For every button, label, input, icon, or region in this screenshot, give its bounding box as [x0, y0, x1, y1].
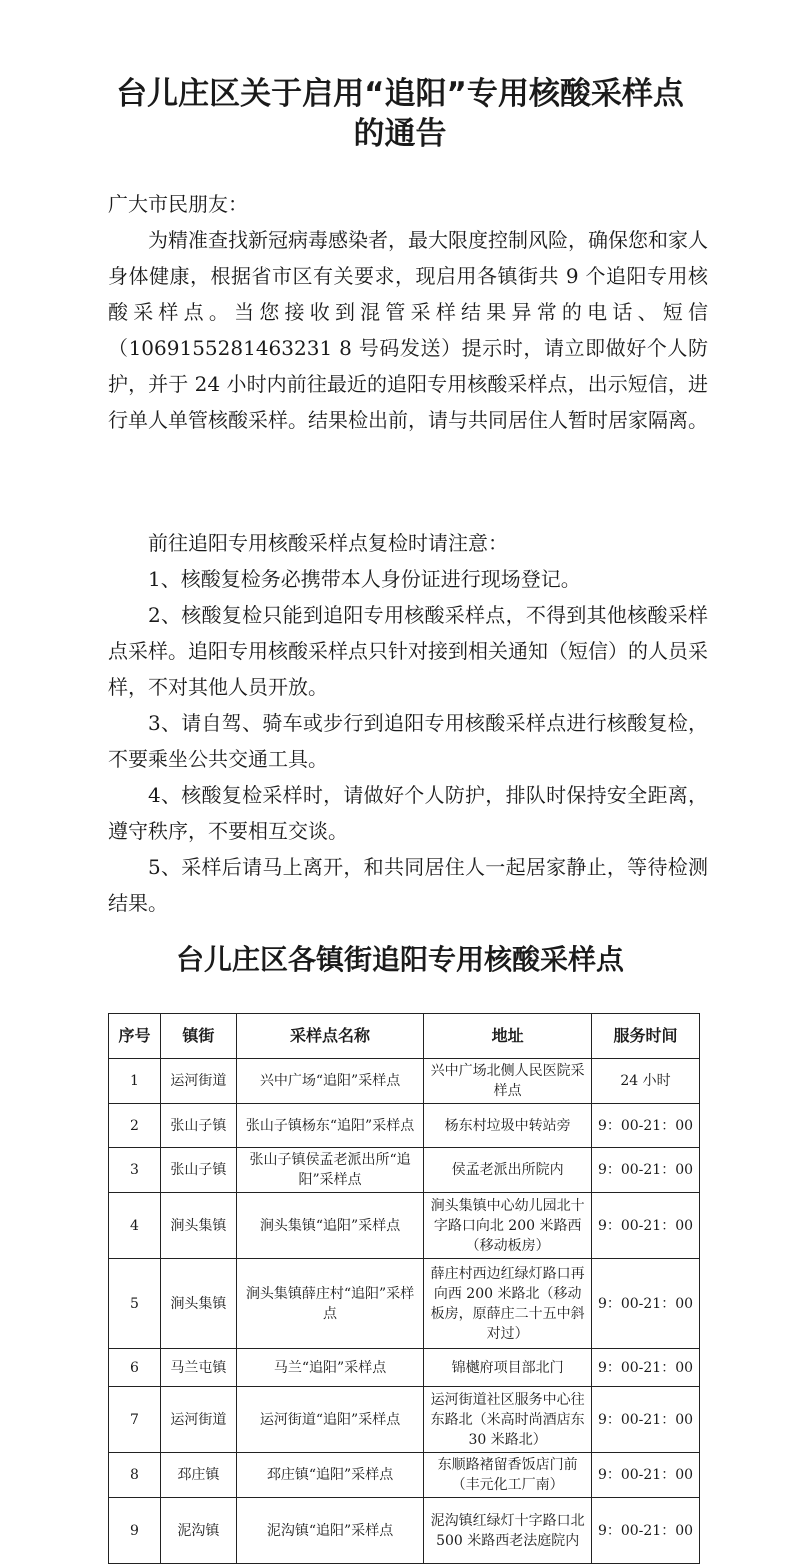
cell-address: 东顺路褚留香饭店门前（丰元化工厂南） — [424, 1453, 592, 1498]
cell-town: 张山子镇 — [160, 1104, 236, 1148]
cell-no: 4 — [109, 1193, 161, 1259]
note-item: 5、采样后请马上离开，和共同居住人一起居家静止，等待检测结果。 — [108, 855, 708, 915]
cell-address: 杨东村垃圾中转站旁 — [424, 1104, 592, 1148]
cell-no: 3 — [109, 1148, 161, 1193]
cell-site: 邳庄镇“追阳”采样点 — [236, 1453, 424, 1498]
cell-hours: 9：00-21：00 — [591, 1498, 699, 1564]
table-row — [109, 1059, 700, 1104]
cell-no: 9 — [109, 1498, 161, 1564]
cell-town: 涧头集镇 — [160, 1259, 236, 1349]
table-row — [109, 1148, 700, 1193]
notice-title-line1: 台儿庄区关于启用“追阳”专用核酸采样点 — [116, 76, 684, 112]
header-address: 地址 — [424, 1014, 592, 1059]
cell-site: 涧头集镇薛庄村“追阳”采样点 — [236, 1259, 424, 1349]
notice-heading: 前往追阳专用核酸采样点复检时请注意： — [148, 531, 508, 555]
table-title: 台儿庄区各镇街追阳专用核酸采样点 — [175, 943, 624, 976]
cell-town: 马兰屯镇 — [160, 1349, 236, 1387]
cell-no: 7 — [109, 1387, 161, 1453]
table-row — [109, 1259, 700, 1349]
note-item: 1、核酸复检务必携带本人身份证进行现场登记。 — [148, 567, 581, 591]
cell-address: 泥沟镇红绿灯十字路口北 500 米路西老法庭院内 — [424, 1498, 592, 1564]
cell-address: 薛庄村西边红绿灯路口再向西 200 米路北（移动板房，原薛庄二十五中斜对过） — [424, 1259, 592, 1349]
notice-section — [108, 525, 708, 921]
cell-site: 涧头集镇“追阳”采样点 — [236, 1193, 424, 1259]
cell-site: 张山子镇杨东“追阳”采样点 — [236, 1104, 424, 1148]
sampling-sites-table — [108, 1013, 700, 1564]
cell-site: 马兰“追阳”采样点 — [236, 1349, 424, 1387]
greeting-text: 广大市民朋友： — [108, 192, 248, 216]
notice-title-line2: 的通告 — [353, 116, 447, 152]
table-row — [109, 1387, 700, 1453]
cell-no: 5 — [109, 1259, 161, 1349]
intro-paragraph — [108, 222, 708, 438]
cell-hours: 24 小时 — [591, 1059, 699, 1104]
cell-hours: 9：00-21：00 — [591, 1148, 699, 1193]
intro-paragraph-text: 为精准查找新冠病毒感染者，最大限度控制风险，确保您和家人身体健康，根据省市区有关要求，现启用各镇街共 9 个追阳专用核酸采样点。当您接收到混管采样结果异常的电话、短信（1069155281463231 8 号码发送）提示时，请立即做好个人防护，并于 24 小时内前往最近的追阳专用核酸采样点，出示短信，进行单人单管核酸采样。结果检出前，请与共同居住人暂时居家隔离。 — [108, 228, 708, 432]
note-item: 3、请自驾、骑车或步行到追阳专用核酸采样点进行核酸复检，不要乘坐公共交通工具。 — [108, 711, 708, 771]
cell-town: 张山子镇 — [160, 1148, 236, 1193]
cell-no: 8 — [109, 1453, 161, 1498]
cell-site: 运河街道“追阳”采样点 — [236, 1387, 424, 1453]
header-site: 采样点名称 — [236, 1014, 424, 1059]
cell-no: 2 — [109, 1104, 161, 1148]
cell-hours: 9：00-21：00 — [591, 1104, 699, 1148]
cell-town: 泥沟镇 — [160, 1498, 236, 1564]
greeting — [108, 186, 708, 222]
cell-town: 涧头集镇 — [160, 1193, 236, 1259]
cell-no: 6 — [109, 1349, 161, 1387]
cell-hours: 9：00-21：00 — [591, 1193, 699, 1259]
cell-address: 侯孟老派出所院内 — [424, 1148, 592, 1193]
header-no: 序号 — [109, 1014, 161, 1059]
cell-hours: 9：00-21：00 — [591, 1349, 699, 1387]
cell-town: 运河街道 — [160, 1059, 236, 1104]
cell-site: 泥沟镇“追阳”采样点 — [236, 1498, 424, 1564]
table-row — [109, 1193, 700, 1259]
table-row — [109, 1498, 700, 1564]
cell-address: 运河街道社区服务中心往东路北（米高时尚酒店东 30 米路北） — [424, 1387, 592, 1453]
cell-address: 兴中广场北侧人民医院采样点 — [424, 1059, 592, 1104]
cell-town: 运河街道 — [160, 1387, 236, 1453]
note-item: 4、核酸复检采样时，请做好个人防护，排队时保持安全距离，遵守秩序，不要相互交谈。 — [108, 783, 708, 843]
header-town: 镇街 — [160, 1014, 236, 1059]
table-header-row — [109, 1014, 700, 1059]
table-row — [109, 1104, 700, 1148]
table-row — [109, 1453, 700, 1498]
cell-address: 锦樾府项目部北门 — [424, 1349, 592, 1387]
note-item: 2、核酸复检只能到追阳专用核酸采样点，不得到其他核酸采样点采样。追阳专用核酸采样点只针对接到相关通知（短信）的人员采样，不对其他人员开放。 — [108, 603, 708, 699]
cell-hours: 9：00-21：00 — [591, 1453, 699, 1498]
cell-no: 1 — [109, 1059, 161, 1104]
cell-hours: 9：00-21：00 — [591, 1387, 699, 1453]
cell-hours: 9：00-21：00 — [591, 1259, 699, 1349]
cell-address: 涧头集镇中心幼儿园北十字路口向北 200 米路西（移动板房） — [424, 1193, 592, 1259]
cell-site: 兴中广场“追阳”采样点 — [236, 1059, 424, 1104]
cell-town: 邳庄镇 — [160, 1453, 236, 1498]
table-row — [109, 1349, 700, 1387]
cell-site: 张山子镇侯孟老派出所“追阳”采样点 — [236, 1148, 424, 1193]
header-hours: 服务时间 — [591, 1014, 699, 1059]
